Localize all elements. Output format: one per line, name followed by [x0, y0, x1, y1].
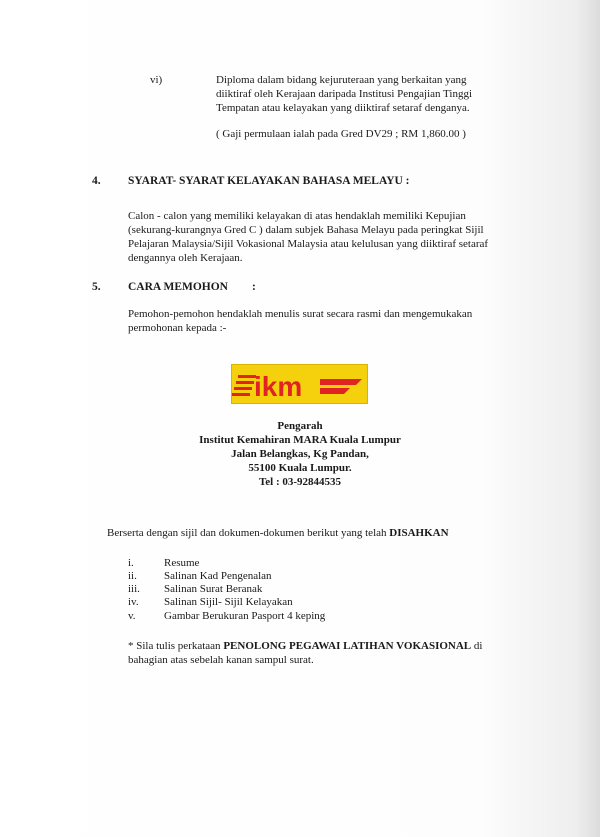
documents-intro [107, 526, 449, 540]
documents-intro-text: Berserta dengan sijil dan dokumen-dokumen berikut yang telah [107, 527, 387, 539]
document-item-number: iv. [128, 596, 139, 608]
document-item-number: ii. [128, 570, 137, 582]
document-item-number: iii. [128, 583, 140, 595]
document-item [128, 596, 293, 609]
document-item-number: i. [128, 557, 134, 569]
section4-line: Calon - calon yang memiliki kelayakan di atas hendaklah memiliki Kepujian [128, 210, 466, 222]
address-block [150, 419, 450, 489]
note-prefix: * Sila tulis perkataan [128, 640, 221, 652]
logo-text: ikm [254, 371, 303, 402]
item-vi-label: vi) [150, 74, 163, 86]
document-item [128, 570, 272, 583]
note-line-1 [128, 639, 482, 653]
note-suffix: di [473, 640, 483, 652]
section4-line: dengannya oleh Kerajaan. [128, 252, 243, 264]
item-vi-text [216, 73, 472, 115]
section4-number: 4. [92, 175, 101, 187]
section4-paragraph [128, 209, 488, 265]
document-item-text: Salinan Kad Pengenalan [164, 570, 272, 582]
salary-note: ( Gaji permulaan ialah pada Gred DV29 ; RM 1,860.00 ) [216, 128, 466, 140]
address-line: Jalan Belangkas, Kg Pandan, [231, 448, 369, 460]
note-line-2: bahagian atas sebelah kanan sampul surat. [128, 654, 314, 666]
ikm-logo [231, 364, 368, 404]
item-vi-line: Diploma dalam bidang kejuruteraan yang berkaitan yang [216, 74, 467, 86]
section5-line: permohonan kepada :- [128, 322, 227, 334]
document-item [128, 557, 199, 570]
address-title: Pengarah [277, 420, 323, 432]
section5-heading: CARA MEMOHON [128, 281, 228, 293]
address-line: Institut Kemahiran MARA Kuala Lumpur [199, 434, 401, 446]
ikm-logo-graphic [232, 365, 367, 403]
document-item-text: Resume [164, 557, 200, 569]
section4-heading: SYARAT- SYARAT KELAYAKAN BAHASA MELAYU : [128, 175, 410, 187]
address-line: 55100 Kuala Lumpur. [248, 462, 352, 474]
section4-line: (sekurang-kurangnya Gred C ) dalam subjek Bahasa Melayu pada peringkat Sijil [128, 224, 484, 236]
document-item-text: Salinan Sijil- Sijil Kelayakan [164, 596, 293, 608]
document-item-text: Salinan Surat Beranak [164, 583, 263, 595]
documents-intro-emphasis: DISAHKAN [389, 527, 449, 539]
note-emphasis: PENOLONG PEGAWAI LATIHAN VOKASIONAL [223, 640, 472, 652]
section5-number: 5. [92, 281, 101, 293]
section5-colon: : [252, 281, 256, 293]
address-phone: Tel : 03-92844535 [258, 476, 342, 488]
document-item-number: v. [128, 610, 136, 622]
document-item [128, 583, 262, 596]
section5-line: Pemohon-pemohon hendaklah menulis surat secara rasmi dan mengemukakan [128, 308, 473, 320]
section5-paragraph [128, 307, 472, 335]
item-vi-line: diiktiraf oleh Kerajaan daripada Institusi Pengajian Tinggi [216, 88, 473, 100]
document-item-text: Gambar Berukuran Pasport 4 keping [164, 610, 326, 622]
item-vi-line: Tempatan atau kelayakan yang diiktiraf setaraf denganya. [216, 102, 470, 114]
section4-line: Pelajaran Malaysia/Sijil Vokasional Malaysia atau kelulusan yang diiktiraf setaraf [128, 238, 489, 250]
document-item [128, 610, 325, 623]
